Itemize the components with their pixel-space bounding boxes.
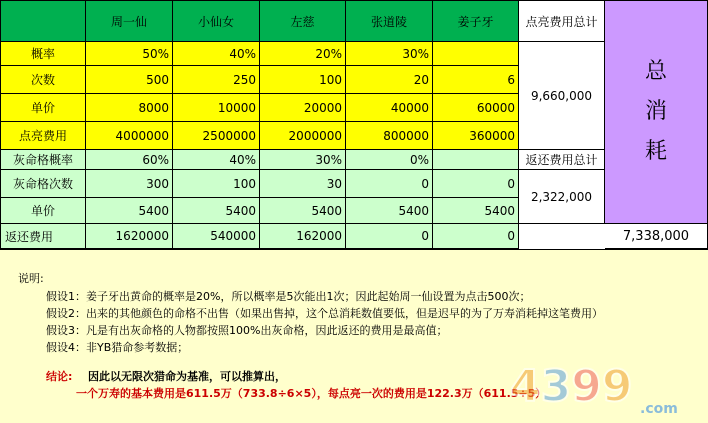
table-cell: 500 xyxy=(86,66,173,94)
table-cell: 2000000 xyxy=(260,122,346,150)
table-cell: 0 xyxy=(346,224,433,249)
header-corner-cell xyxy=(0,0,86,42)
table-cell: 4000000 xyxy=(86,122,173,150)
table-cell: 8000 xyxy=(86,94,173,122)
watermark-logo xyxy=(500,357,700,417)
table-cell: 5400 xyxy=(173,198,260,224)
grand-total-label xyxy=(605,0,708,224)
row-label: 灰命格概率 xyxy=(0,150,86,170)
header-jiangziya: 姜子牙 xyxy=(433,0,519,42)
row-label: 灰命格次数 xyxy=(0,170,86,198)
conclusion-label: 结论: xyxy=(46,370,73,383)
table-cell: 360000 xyxy=(433,122,519,150)
note-line-3: 假设3：凡是有出灰命格的人物都按照100%出灰命格，因此返还的费用是最高值； xyxy=(46,324,448,337)
row-label: 单价 xyxy=(0,94,86,122)
table-cell: 10000 xyxy=(173,94,260,122)
watermark-text: 4399 xyxy=(510,361,633,412)
row-label: 返还费用 xyxy=(0,224,86,249)
table-cell: 30 xyxy=(260,170,346,198)
header-light-total: 点亮费用总计 xyxy=(519,0,605,42)
row-label: 单价 xyxy=(0,198,86,224)
conclusion-line-2: 一个万寿的基本费用是611.5万（733.8÷6×5），每点亮一次的费用是122.3万（611.5÷5） xyxy=(76,387,547,400)
table-cell: 5400 xyxy=(346,198,433,224)
table-cell: 5400 xyxy=(260,198,346,224)
conclusion-line-1: 因此以无限次猎命为基准，可以推算出， xyxy=(88,370,286,383)
table-cell: 60000 xyxy=(433,94,519,122)
table-cell: 162000 xyxy=(260,224,346,249)
row-label: 概率 xyxy=(0,42,86,66)
table-cell: 1620000 xyxy=(86,224,173,249)
light-total-value: 9,660,000 xyxy=(519,42,605,150)
table-cell: 6 xyxy=(433,66,519,94)
row-label: 点亮费用 xyxy=(0,122,86,150)
table-cell: 250 xyxy=(173,66,260,94)
table-cell xyxy=(433,150,519,170)
header-zhangdaoling: 张道陵 xyxy=(346,0,433,42)
table-cell: 40% xyxy=(173,42,260,66)
table-cell: 20 xyxy=(346,66,433,94)
table-cell: 5400 xyxy=(433,198,519,224)
table-cell: 60% xyxy=(86,150,173,170)
table-cell: 0 xyxy=(433,224,519,249)
table-cell: 100 xyxy=(260,66,346,94)
table-cell: 0 xyxy=(346,170,433,198)
grand-char-2: 消 xyxy=(644,99,667,124)
header-zuoci: 左慈 xyxy=(260,0,346,42)
header-xiaoxiannv: 小仙女 xyxy=(173,0,260,42)
grand-char-3: 耗 xyxy=(644,139,667,164)
table-cell: 40000 xyxy=(346,94,433,122)
note-line-4: 假设4：非YB猎命参考数据； xyxy=(46,341,189,354)
table-cell xyxy=(433,42,519,66)
table-cell: 5400 xyxy=(86,198,173,224)
table-cell: 50% xyxy=(86,42,173,66)
table-cell: 0% xyxy=(346,150,433,170)
table-cell: 40% xyxy=(173,150,260,170)
table-cell: 540000 xyxy=(173,224,260,249)
table-cell: 30% xyxy=(260,150,346,170)
table-cell: 2500000 xyxy=(173,122,260,150)
table-cell: 100 xyxy=(173,170,260,198)
note-line-1: 假设1：姜子牙出黄命的概率是20%，所以概率是5次能出1次；因此起始周一仙设置为点击500次； xyxy=(46,290,531,303)
table-cell: 30% xyxy=(346,42,433,66)
table-cell: 20000 xyxy=(260,94,346,122)
table-cell: 800000 xyxy=(346,122,433,150)
grand-total-value: 7,338,000 xyxy=(605,224,708,249)
notes-panel xyxy=(0,249,708,423)
notes-title: 说明: xyxy=(18,272,44,285)
header-zhouyixian: 周一仙 xyxy=(86,0,173,42)
refund-total-value: 2,322,000 xyxy=(519,170,605,224)
row-label: 次数 xyxy=(0,66,86,94)
table-cell: 20% xyxy=(260,42,346,66)
table-cell: 0 xyxy=(433,170,519,198)
table-cell: 300 xyxy=(86,170,173,198)
note-line-2: 假设2：出来的其他颜色的命格不出售（如果出售掉，这个总消耗数值要低，但是迟早的为了万寿消耗掉这笔费用） xyxy=(46,307,603,320)
grand-char-1: 总 xyxy=(644,59,667,84)
watermark-sub: .com xyxy=(640,401,678,417)
refund-total-label: 返还费用总计 xyxy=(519,150,605,170)
